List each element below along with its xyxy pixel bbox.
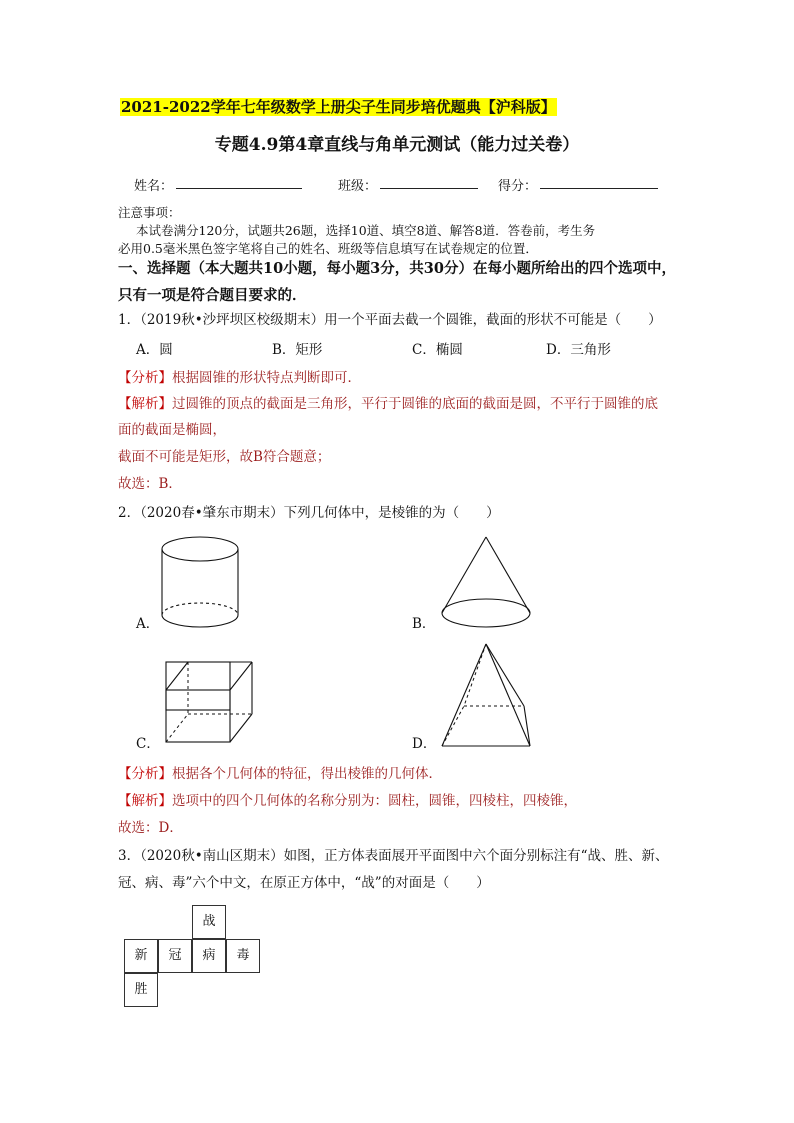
q2-label-a: A． (136, 616, 160, 632)
q3-stem-line-2: 冠、病、毒”六个中文，在原正方体中，“战”的对面是（ ） (118, 875, 490, 891)
q3-stem-line-1: 3．（2020秋•南山区期末）如图，正方体表面展开平面图中六个面分别标注有“战、胜、新、 (118, 848, 669, 864)
analysis-tag: 【分析】 (118, 766, 172, 782)
q1-analysis-text: 根据圆锥的形状特点判断即可． (172, 370, 361, 386)
section-heading-line-2: 只有一项是符合题目要求的． (118, 287, 307, 304)
q1-solution-line-2: 面的截面是椭圆， (118, 422, 226, 438)
class-label: 班级： (338, 179, 378, 194)
name-label: 姓名： (134, 179, 174, 194)
q1-answer: 故选：B． (118, 476, 182, 492)
solution-tag: 【解析】 (118, 793, 172, 809)
net-cell: 病 (192, 939, 226, 973)
cylinder-figure (160, 535, 250, 631)
score-label: 得分： (498, 179, 538, 194)
notice-heading: 注意事项： (118, 205, 181, 220)
net-cell-top: 战 (192, 905, 226, 939)
class-field[interactable] (380, 188, 478, 189)
q2-stem: 2．（2020春•肇东市期末）下列几何体中，是棱锥的为（ ） (118, 505, 500, 521)
net-cell: 冠 (158, 939, 192, 973)
net-cell: 新 (124, 939, 158, 973)
net-cell-bottom: 胜 (124, 973, 158, 1007)
section-heading-line-1: 一、选择题（本大题共10小题，每小题3分，共30分）在每小题所给出的四个选项中， (118, 260, 676, 277)
cuboid-figure (164, 660, 256, 746)
q2-label-c: C． (136, 736, 160, 752)
q2-analysis (118, 764, 442, 784)
q2-answer: 故选：D． (118, 820, 183, 836)
q2-solution-text: 选项中的四个几何体的名称分别为：圆柱，圆锥，四棱柱，四棱锥， (172, 793, 577, 809)
notice-line-1: 本试卷满分120分，试题共26题，选择10道、填空8道、解答8道．答卷前，考生务 (136, 223, 596, 238)
solution-tag: 【解析】 (118, 396, 172, 412)
q1-option-c: C．椭圆 (412, 342, 463, 358)
analysis-tag: 【分析】 (118, 370, 172, 386)
q1-conclusion: 截面不可能是矩形，故B符合题意； (118, 449, 331, 465)
net-cell: 毒 (226, 939, 260, 973)
q2-label-b: B． (412, 616, 436, 632)
q1-stem: 1．（2019秋•沙坪坝区校级期末）用一个平面去截一个圆锥，截面的形状不可能是（ ） (118, 312, 662, 328)
notice-line-2: 必用0.5毫米黑色签字笔将自己的姓名、班级等信息填写在试卷规定的位置． (118, 241, 538, 256)
q2-solution (118, 791, 577, 811)
q2-label-d: D． (412, 736, 437, 752)
name-field[interactable] (176, 188, 302, 189)
cone-figure (440, 535, 532, 631)
q1-option-b: B．矩形 (272, 342, 323, 358)
q1-option-a: A．圆 (136, 342, 173, 358)
page-title: 专题4.9第4章直线与角单元测试（能力过关卷） (214, 135, 580, 155)
q1-solution-line-1: 过圆锥的顶点的截面是三角形，平行于圆锥的底面的截面是圆，不平行于圆锥的底 (172, 396, 658, 412)
q1-solution (118, 394, 658, 414)
score-field[interactable] (540, 188, 658, 189)
series-banner: 2021-2022学年七年级数学上册尖子生同步培优题典【沪科版】 (121, 98, 556, 116)
square-pyramid-figure (440, 642, 532, 748)
q2-analysis-text: 根据各个几何体的特征，得出棱锥的几何体． (172, 766, 442, 782)
q1-analysis (118, 368, 361, 388)
q1-option-d: D．三角形 (546, 342, 611, 358)
